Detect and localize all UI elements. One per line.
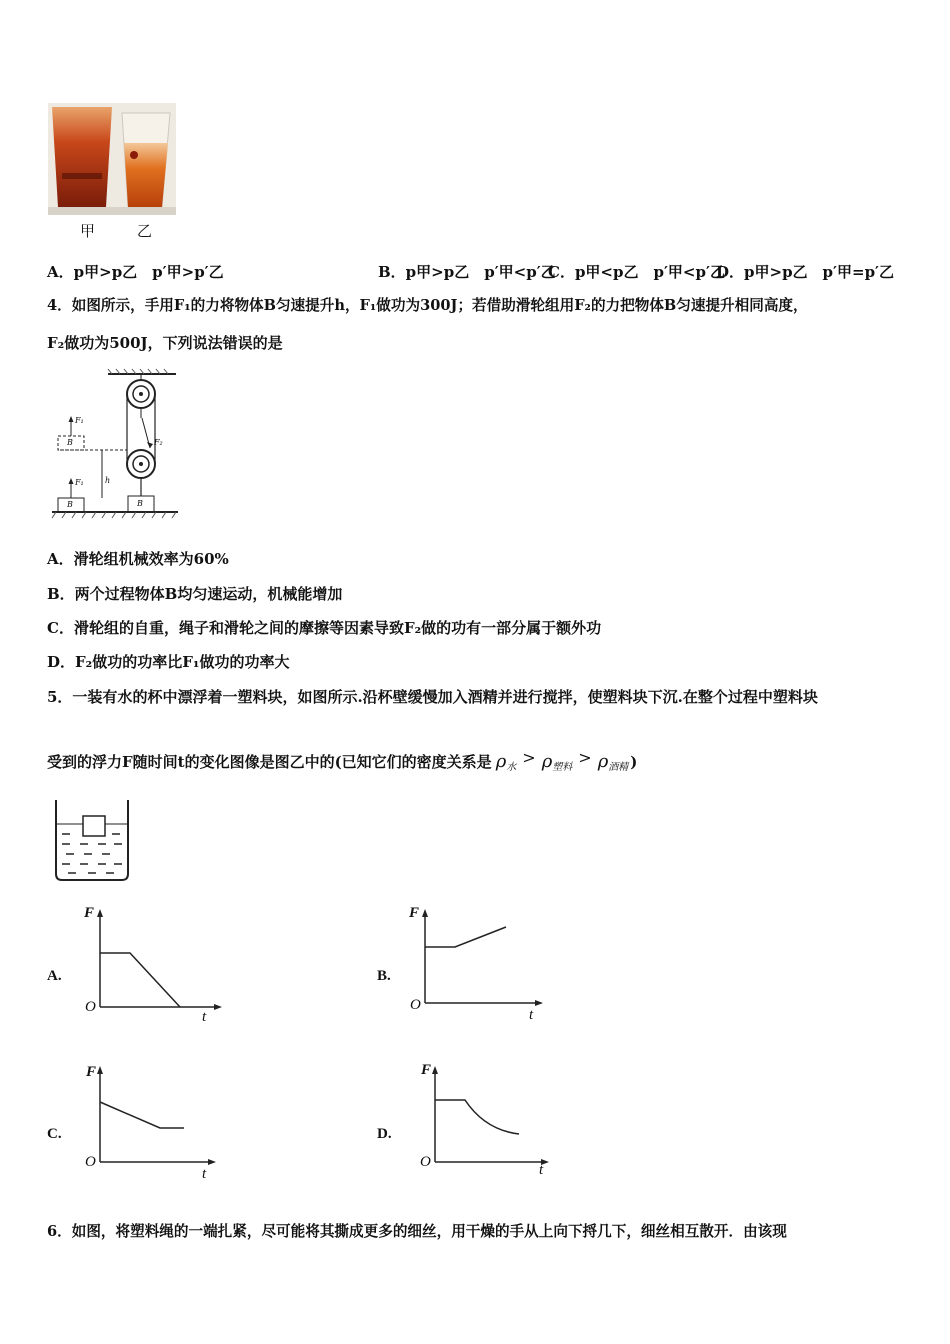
q3-option-d[interactable]: D．p甲>p乙 p′甲=p′乙	[716, 263, 895, 281]
pulley-h: h	[105, 476, 111, 485]
graph-c-t: t	[202, 1166, 207, 1182]
cup-label-jia: 甲	[80, 222, 96, 240]
q5-option-a-label[interactable]: A.	[47, 968, 62, 984]
pulley-f1-bottom: F₁	[75, 478, 84, 487]
q5-option-c-label[interactable]: C.	[47, 1126, 62, 1142]
q4-option-d[interactable]: D．F₂做功的功率比F₁做功的功率大	[47, 653, 290, 671]
q4-option-a[interactable]: A．滑轮组机械效率为60%	[47, 550, 229, 568]
pulley-figure	[50, 368, 180, 524]
rho-water-sub: 水	[506, 762, 517, 773]
graph-a-o: O	[85, 999, 96, 1015]
cups-photo-image	[48, 103, 176, 215]
graph-d-f: F	[421, 1062, 432, 1078]
graph-a-t: t	[202, 1009, 207, 1025]
q3-option-a[interactable]: A．p甲>p乙 p′甲>p′乙	[47, 263, 224, 281]
q3-option-b[interactable]: B．p甲>p乙 p′甲<p′乙	[378, 263, 556, 281]
pulley-b-left: B	[67, 500, 73, 509]
graph-b-f: F	[409, 905, 420, 921]
graph-a[interactable]	[80, 903, 225, 1028]
cup-label-yi: 乙	[137, 222, 153, 240]
graph-d[interactable]	[415, 1058, 560, 1183]
q5-option-d-label[interactable]: D.	[377, 1126, 392, 1142]
q4-stem-line1: 4．如图所示，手用F₁的力将物体B匀速提升h，F₁做功为300J；若借助滑轮组用F₂的力把物体B匀速提升相同高度，	[47, 297, 808, 314]
graph-b-o: O	[410, 997, 421, 1013]
q6-stem-line1: 6．如图，将塑料绳的一端扎紧，尽可能将其撕成更多的细丝，用干燥的手从上向下捋几下，细丝相互散开．由该现	[47, 1223, 787, 1240]
graph-c[interactable]	[80, 1060, 225, 1185]
q5-option-b-label[interactable]: B.	[377, 968, 391, 984]
gt-1: >	[522, 748, 536, 767]
q4-option-b[interactable]: B．两个过程物体B均匀速运动，机械能增加	[47, 585, 343, 603]
rho-plastic: ρ	[541, 751, 553, 772]
cup-figure	[52, 798, 132, 884]
graph-c-o: O	[85, 1154, 96, 1170]
pulley-f2: F₂	[154, 438, 163, 447]
rho-alcohol: ρ	[597, 751, 609, 772]
rho-water: ρ	[495, 751, 507, 772]
rho-plastic-sub: 塑料	[552, 762, 573, 773]
q5-stem-line2	[47, 748, 637, 778]
q5-stem-line1: 5．一装有水的杯中漂浮着一塑料块，如图所示.沿杯壁缓慢加入酒精并进行搅拌，使塑料块下沉.在整个过程中塑料块	[47, 688, 818, 706]
q3-option-c[interactable]: C．p甲<p乙 p′甲<p′乙	[548, 263, 725, 281]
q5-stem-end: )	[630, 753, 638, 771]
pulley-b-dashed: B	[67, 438, 73, 447]
q5-stem-text: 受到的浮力F随时间t的变化图像是图乙中的(已知它们的密度关系是	[47, 753, 492, 771]
q4-stem-line2: F₂做功为500J，下列说法错误的是	[47, 334, 283, 352]
q4-option-c[interactable]: C．滑轮组的自重，绳子和滑轮之间的摩擦等因素导致F₂做的功有一部分属于额外功	[47, 619, 602, 637]
graph-b-t: t	[529, 1007, 534, 1023]
graph-a-f: F	[84, 905, 95, 921]
pulley-f1-top: F₁	[75, 416, 84, 425]
pulley-b-right: B	[137, 499, 143, 508]
gt-2: >	[578, 748, 592, 767]
rho-alcohol-sub: 酒精	[608, 762, 629, 773]
cups-photo	[48, 103, 176, 215]
graph-d-t: t	[539, 1162, 544, 1178]
graph-b[interactable]	[405, 903, 550, 1028]
graph-c-f: F	[86, 1064, 97, 1080]
graph-d-o: O	[420, 1154, 431, 1170]
density-relation	[495, 748, 629, 773]
